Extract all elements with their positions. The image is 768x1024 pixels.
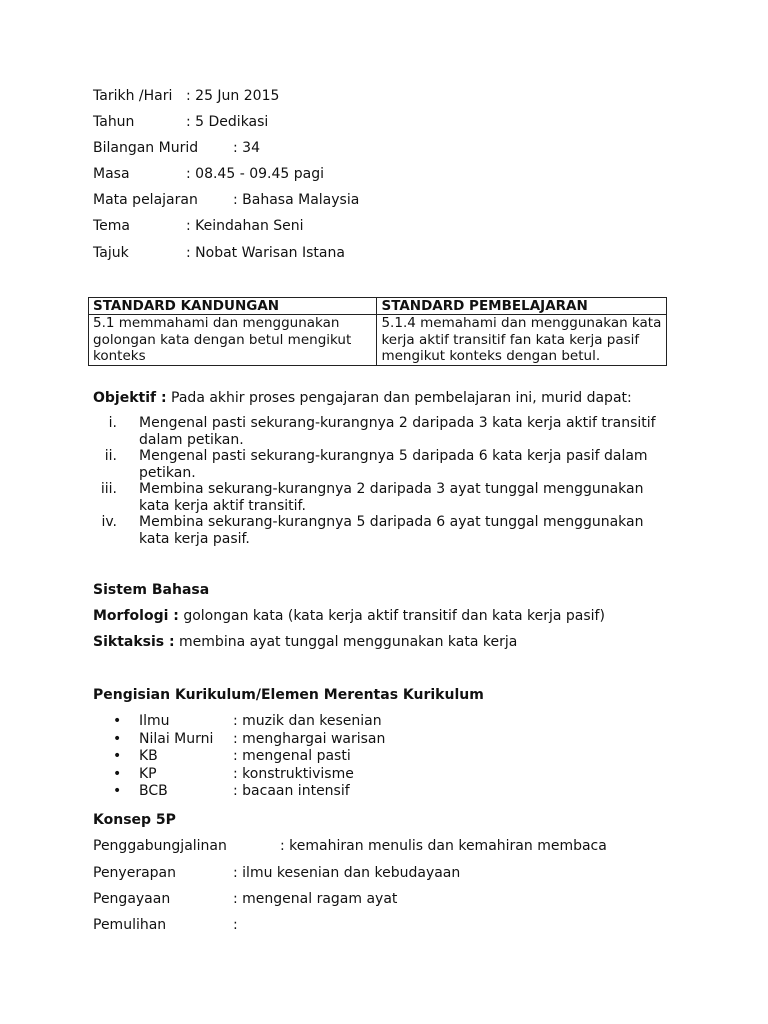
standards-body-row <box>89 315 667 366</box>
konsep-value: : <box>233 917 238 933</box>
info-label: Masa <box>93 166 130 182</box>
kurikulum-key: Ilmu <box>139 713 170 729</box>
objectives-list <box>93 415 673 547</box>
standards-header-row <box>89 298 667 315</box>
kurikulum-value: : muzik dan kesenian <box>233 713 382 729</box>
standard-pembelajaran-header: STANDARD PEMBELAJARAN <box>377 298 667 315</box>
konsep-label: Penggabungjalinan <box>93 838 227 854</box>
konsep-row-penyerapan <box>93 864 461 882</box>
konsep-value: : mengenal ragam ayat <box>233 891 398 907</box>
konsep-row-pengayaan <box>93 890 398 908</box>
info-row-tema <box>93 217 304 235</box>
objective-item <box>93 415 673 448</box>
info-value: : 5 Dedikasi <box>186 114 269 130</box>
kurikulum-value: : konstruktivisme <box>233 765 354 782</box>
objective-text: Mengenal pasti sekurang-kurangnya 5 daripada 6 kata kerja pasif dalam petikan. <box>139 448 648 481</box>
objectives-label: Objektif : <box>93 390 167 406</box>
objectives-intro-text: Pada akhir proses pengajaran dan pembelajaran ini, murid dapat: <box>166 390 632 406</box>
info-label: Bilangan Murid <box>93 140 199 156</box>
info-row-tajuk <box>93 244 345 262</box>
info-label: Tajuk <box>93 245 129 261</box>
kurikulum-key: BCB <box>139 783 168 799</box>
konsep-row-penggabungjalinan <box>93 837 607 855</box>
info-row-bilangan-murid <box>93 139 260 157</box>
info-row-mata-pelajaran <box>93 191 360 209</box>
standards-table <box>88 297 667 366</box>
kurikulum-heading: Pengisian Kurikulum/Elemen Merentas Kurikulum <box>93 687 484 703</box>
objective-text: Membina sekurang-kurangnya 5 daripada 6 ayat tunggal menggunakan kata kerja pasif. <box>139 514 644 547</box>
objective-item <box>93 514 673 547</box>
objective-number: iv. <box>101 514 117 530</box>
objective-number: i. <box>108 415 117 431</box>
objective-text: Membina sekurang-kurangnya 2 daripada 3 ayat tunggal menggunakan kata kerja aktif transitif. <box>139 481 644 514</box>
info-label: Tema <box>93 218 131 234</box>
info-row-tahun <box>93 113 269 131</box>
kurikulum-value: : bacaan intensif <box>233 783 350 799</box>
kurikulum-key: Nilai Murni <box>139 730 214 747</box>
info-value: : 25 Jun 2015 <box>186 88 280 104</box>
kurikulum-value: : mengenal pasti <box>233 748 351 764</box>
info-label: Tahun <box>93 114 135 130</box>
konsep-label: Penyerapan <box>93 865 177 881</box>
konsep-value: : kemahiran menulis dan kemahiran membaca <box>280 838 607 854</box>
bullet-icon: • <box>113 783 122 799</box>
objective-number: iii. <box>100 481 117 497</box>
konsep-row-pemulihan <box>93 916 238 934</box>
kurikulum-key: KP <box>139 765 157 782</box>
objective-item <box>93 448 673 481</box>
objective-item <box>93 481 673 514</box>
objectives-intro <box>93 389 632 407</box>
kurikulum-key: KB <box>139 748 158 764</box>
info-label: Tarikh /Hari <box>93 88 173 104</box>
info-row-tarikh <box>93 87 280 105</box>
sistem-bahasa-heading: Sistem Bahasa <box>93 582 210 598</box>
info-value: : Keindahan Seni <box>186 218 304 234</box>
bullet-icon: • <box>113 748 122 764</box>
standard-pembelajaran-cell: 5.1.4 memahami dan menggunakan kata kerja aktif transitif fan kata kerja pasif mengikut konteks dengan betul. <box>377 315 667 366</box>
bullet-icon: • <box>113 730 122 747</box>
standard-kandungan-cell: 5.1 memmahami dan menggunakan golongan kata dengan betul mengikut konteks <box>89 315 377 366</box>
sintaksis-line <box>93 633 517 651</box>
info-value: : 08.45 - 09.45 pagi <box>186 166 324 182</box>
morfologi-text: golongan kata (kata kerja aktif transitif dan kata kerja pasif) <box>178 608 605 624</box>
konsep-heading: Konsep 5P <box>93 812 176 828</box>
info-value: : 34 <box>233 140 260 156</box>
objective-text: Mengenal pasti sekurang-kurangnya 2 daripada 3 kata kerja aktif transitif dalam petikan. <box>139 415 656 448</box>
konsep-value: : ilmu kesenian dan kebudayaan <box>233 865 461 881</box>
sintaksis-label: Siktaksis : <box>93 634 175 650</box>
morfologi-label: Morfologi : <box>93 608 179 624</box>
konsep-label: Pengayaan <box>93 891 171 907</box>
morfologi-line <box>93 607 605 625</box>
standard-kandungan-header: STANDARD KANDUNGAN <box>89 298 377 315</box>
info-value: : Nobat Warisan Istana <box>186 245 345 261</box>
info-value: : Bahasa Malaysia <box>233 192 360 208</box>
info-row-masa <box>93 165 324 183</box>
konsep-label: Pemulihan <box>93 917 167 933</box>
bullet-icon: • <box>113 713 122 729</box>
sintaksis-text: membina ayat tunggal menggunakan kata kerja <box>174 634 518 650</box>
bullet-icon: • <box>113 765 122 782</box>
kurikulum-value: : menghargai warisan <box>233 730 386 747</box>
objective-number: ii. <box>104 448 117 464</box>
info-label: Mata pelajaran <box>93 192 198 208</box>
